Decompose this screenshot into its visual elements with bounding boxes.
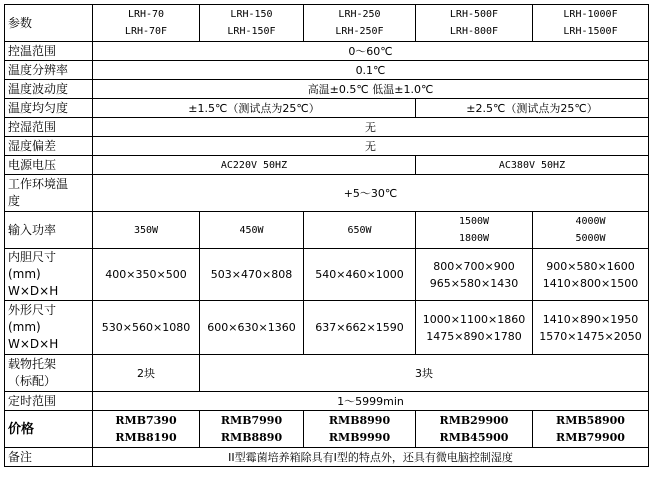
- humidity-range-row: [5, 118, 649, 137]
- power-voltage-right: AC380V 50HZ: [416, 156, 649, 175]
- inner-size-cell: 540×460×1000: [304, 249, 416, 301]
- inner-size-row: [5, 249, 649, 301]
- remark-value: II型霉菌培养箱除具有I型的特点外，还具有微电脑控制湿度: [93, 448, 649, 467]
- input-power-label: 输入功率: [5, 212, 93, 249]
- model-header-3: LRH-250 LRH-250F: [304, 5, 416, 42]
- timer-range-value: 1～5999min: [93, 392, 649, 411]
- input-power-cell: 450W: [200, 212, 304, 249]
- temp-uniformity-right: ±2.5℃（测试点为25℃）: [416, 99, 649, 118]
- shelves-label: 载物托架 （标配）: [5, 355, 93, 392]
- temp-range-label: 控温范围: [5, 42, 93, 61]
- temp-resolution-label: 温度分辨率: [5, 61, 93, 80]
- inner-size-cell: 900×580×1600 1410×800×1500: [533, 249, 649, 301]
- inner-size-label: 内胆尺寸 (mm) W×D×H: [5, 249, 93, 301]
- inner-size-cell: 503×470×808: [200, 249, 304, 301]
- humidity-deviation-row: [5, 137, 649, 156]
- temp-uniformity-left: ±1.5℃（测试点为25℃）: [93, 99, 416, 118]
- ambient-temp-row: [5, 175, 649, 212]
- input-power-cell: 1500W 1800W: [416, 212, 533, 249]
- temp-fluctuation-row: [5, 80, 649, 99]
- inner-size-cell: 400×350×500: [93, 249, 200, 301]
- remark-row: [5, 448, 649, 467]
- input-power-cell: 650W: [304, 212, 416, 249]
- temp-fluctuation-label: 温度波动度: [5, 80, 93, 99]
- price-row: [5, 411, 649, 448]
- inner-size-cell: 800×700×900 965×580×1430: [416, 249, 533, 301]
- outer-size-row: [5, 301, 649, 355]
- price-cell: RMB7390 RMB8190: [93, 411, 200, 448]
- header-row: [5, 5, 649, 42]
- price-cell: RMB7990 RMB8890: [200, 411, 304, 448]
- spec-table: [4, 4, 649, 467]
- temp-fluctuation-value: 高温±0.5℃ 低温±1.0℃: [93, 80, 649, 99]
- price-cell: RMB58900 RMB79900: [533, 411, 649, 448]
- model-header-4: LRH-500F LRH-800F: [416, 5, 533, 42]
- ambient-temp-label: 工作环境温 度: [5, 175, 93, 212]
- humidity-range-value: 无: [93, 118, 649, 137]
- model-header-1: LRH-70 LRH-70F: [93, 5, 200, 42]
- param-header: 参数: [5, 5, 93, 42]
- temp-uniformity-label: 温度均匀度: [5, 99, 93, 118]
- model-header-5: LRH-1000F LRH-1500F: [533, 5, 649, 42]
- power-voltage-row: [5, 156, 649, 175]
- temp-uniformity-row: [5, 99, 649, 118]
- input-power-cell: 4000W 5000W: [533, 212, 649, 249]
- humidity-deviation-label: 湿度偏差: [5, 137, 93, 156]
- temp-range-row: [5, 42, 649, 61]
- timer-range-label: 定时范围: [5, 392, 93, 411]
- model-header-2: LRH-150 LRH-150F: [200, 5, 304, 42]
- temp-resolution-value: 0.1℃: [93, 61, 649, 80]
- outer-size-cell: 530×560×1080: [93, 301, 200, 355]
- shelves-right: 3块: [200, 355, 649, 392]
- price-cell: RMB29900 RMB45900: [416, 411, 533, 448]
- outer-size-label: 外形尺寸 (mm) W×D×H: [5, 301, 93, 355]
- timer-range-row: [5, 392, 649, 411]
- price-label: 价格: [5, 411, 93, 448]
- price-cell: RMB8990 RMB9990: [304, 411, 416, 448]
- outer-size-cell: 1000×1100×1860 1475×890×1780: [416, 301, 533, 355]
- outer-size-cell: 600×630×1360: [200, 301, 304, 355]
- shelves-row: [5, 355, 649, 392]
- humidity-range-label: 控湿范围: [5, 118, 93, 137]
- input-power-cell: 350W: [93, 212, 200, 249]
- power-voltage-label: 电源电压: [5, 156, 93, 175]
- remark-label: 备注: [5, 448, 93, 467]
- input-power-row: [5, 212, 649, 249]
- ambient-temp-value: +5～30℃: [93, 175, 649, 212]
- outer-size-cell: 1410×890×1950 1570×1475×2050: [533, 301, 649, 355]
- temp-resolution-row: [5, 61, 649, 80]
- temp-range-value: 0～60℃: [93, 42, 649, 61]
- humidity-deviation-value: 无: [93, 137, 649, 156]
- power-voltage-left: AC220V 50HZ: [93, 156, 416, 175]
- shelves-left: 2块: [93, 355, 200, 392]
- outer-size-cell: 637×662×1590: [304, 301, 416, 355]
